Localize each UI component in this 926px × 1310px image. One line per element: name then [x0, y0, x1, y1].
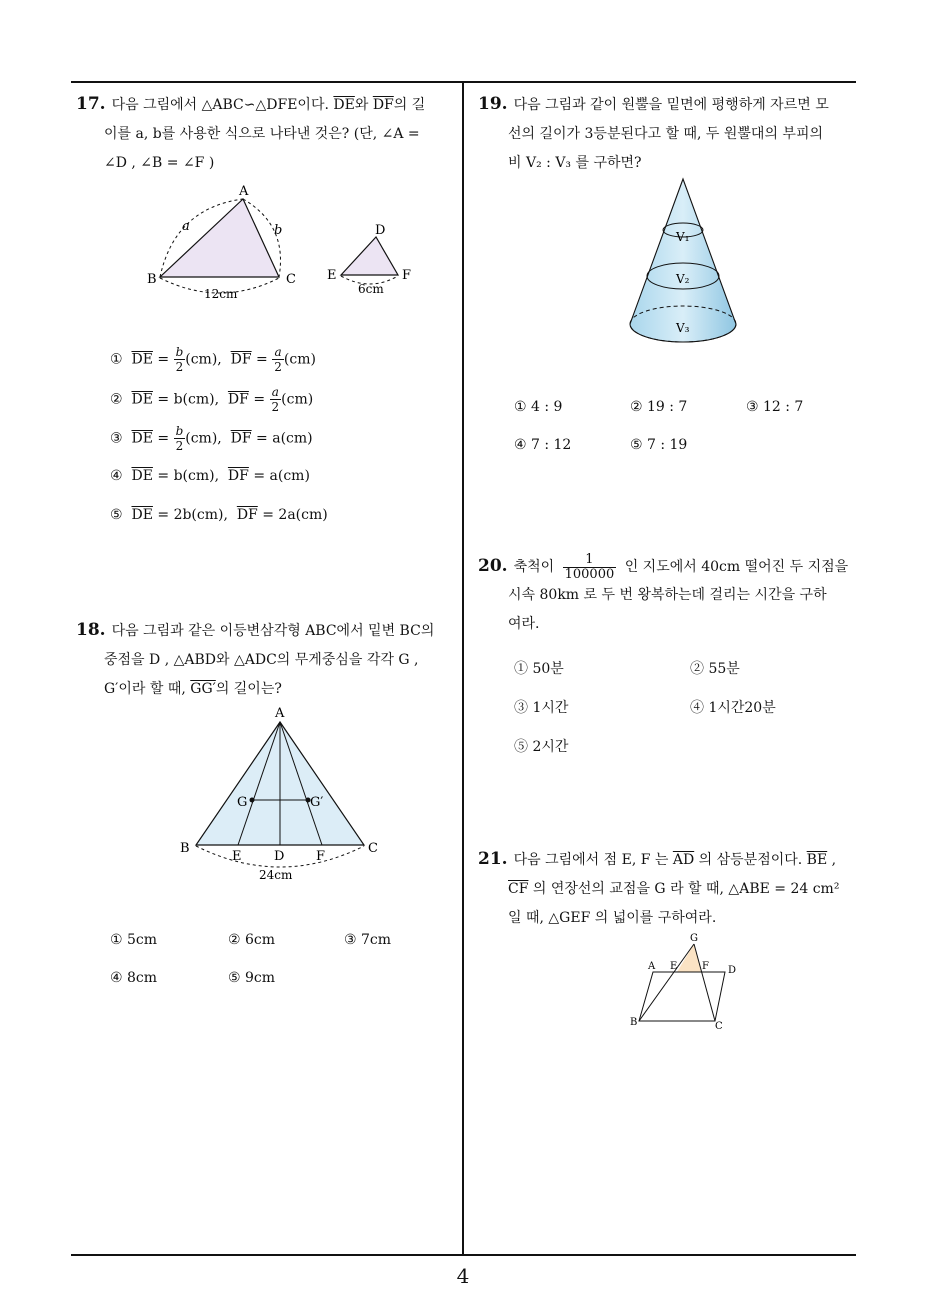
parallelogram-abcd — [639, 972, 725, 1021]
q18-line1: 18. 다음 그림과 같은 이등변삼각형 ABC에서 밑변 BC의 — [76, 620, 435, 640]
q19-line1: 19. 다음 그림과 같이 원뿔을 밑면에 평행하게 자르면 모 — [478, 94, 829, 114]
label-F: F — [316, 849, 326, 864]
label-D: D — [728, 965, 737, 976]
q17-line2: 이를 a, b를 사용한 식으로 나타낸 것은? (단, ∠A = — [104, 126, 420, 142]
label-A: A — [648, 961, 656, 972]
q17-figure — [140, 180, 430, 305]
q17-number: 17. — [76, 94, 106, 114]
q18-option-5[interactable]: ⑤ 9cm — [228, 970, 276, 986]
q17-option-4[interactable]: ④ $\overline{DE} = b(cm)$, $\overline{DF} = a(cm)$ — [110, 468, 310, 484]
page-number: 4 — [456, 1264, 470, 1288]
q17-option-1[interactable]: ① $\overline{DE}$ = $\frac{b}{2}$ (cm), $\overline{DF}$ = $\frac{a}{2}$ (cm) — [110, 345, 316, 374]
q21-line3: 일 때, △GEF 의 넓이를 구하여라. — [508, 910, 717, 926]
label-G: G — [237, 795, 248, 810]
line-be-extended — [639, 944, 694, 1021]
q19-option-1[interactable]: ① 4 : 9 — [514, 399, 563, 415]
label-G: G — [690, 933, 698, 944]
label-F: F — [402, 268, 412, 283]
label-B: B — [630, 1017, 638, 1028]
bottom-rule — [71, 1254, 856, 1256]
question-17 — [76, 90, 456, 178]
q18-option-1[interactable]: ① 5cm — [110, 932, 158, 948]
label-B: B — [180, 841, 190, 856]
label-F: F — [702, 961, 709, 972]
label-6cm: 6cm — [358, 282, 384, 296]
q21-figure — [625, 930, 745, 1035]
triangle-dfe — [341, 237, 398, 275]
label-a: a — [182, 219, 190, 234]
label-A: A — [275, 706, 285, 721]
q18-option-4[interactable]: ④ 8cm — [110, 970, 158, 986]
label-D: D — [375, 223, 386, 238]
q19-number: 19. — [478, 94, 508, 114]
q17-line3: ∠D , ∠B = ∠F ) — [104, 155, 215, 171]
question-21 — [478, 845, 863, 933]
label-v2: V₂ — [676, 272, 690, 286]
label-12cm: 12cm — [204, 287, 238, 301]
line-cf-extended — [694, 944, 715, 1021]
q20-option-4[interactable]: ④ 1시간20분 — [690, 700, 776, 716]
q19-line3: 비 V₂ : V₃ 를 구하면? — [508, 155, 642, 171]
q18-figure — [170, 702, 390, 887]
label-24cm: 24cm — [259, 868, 293, 882]
q19-option-4[interactable]: ④ 7 : 12 — [514, 437, 572, 453]
label-D: D — [274, 849, 285, 864]
scale-fraction: $\frac{1}{100000}$ — [564, 551, 615, 582]
q18-number: 18. — [76, 620, 106, 640]
label-E: E — [327, 268, 337, 283]
label-C: C — [368, 841, 378, 856]
q17-option-5[interactable]: ⑤ $\overline{DE} = 2b(cm)$, $\overline{DF} = 2a(cm)$ — [110, 507, 328, 523]
label-E: E — [232, 849, 242, 864]
label-v3: V₃ — [676, 321, 690, 335]
label-v1: V₁ — [676, 230, 690, 244]
q17-option-2[interactable]: ② $\overline{DE} = b(cm)$, $\overline{DF}$ = $\frac{a}{2}$ (cm) — [110, 385, 314, 414]
label-C: C — [715, 1021, 723, 1032]
point-G — [250, 798, 255, 803]
q20-option-1[interactable]: ① 50분 — [514, 661, 564, 677]
q19-option-3[interactable]: ③ 12 : 7 — [746, 399, 804, 415]
q18-line2: 중점을 D , △ABD와 △ADC의 무게중심을 각각 G , — [104, 652, 419, 668]
label-G-prime: G′ — [310, 795, 324, 810]
q19-cone-figure — [620, 174, 750, 356]
question-19 — [478, 90, 863, 178]
question-18 — [76, 616, 456, 704]
q20-number: 20. — [478, 556, 508, 576]
q21-number: 21. — [478, 849, 508, 869]
q20-line2: 시속 80km 로 두 번 왕복하는데 걸리는 시간을 구하 — [508, 587, 827, 603]
label-E: E — [670, 961, 678, 972]
q20-option-2[interactable]: ② 55분 — [690, 661, 740, 677]
q19-option-2[interactable]: ② 19 : 7 — [630, 399, 688, 415]
question-20 — [478, 552, 863, 639]
q20-option-5[interactable]: ⑤ 2시간 — [514, 739, 569, 755]
label-C: C — [286, 272, 296, 287]
q17-option-3[interactable]: ③ $\overline{DE}$ = $\frac{b}{2}$ (cm), $\overline{DF} = a(cm)$ — [110, 424, 313, 453]
q20-option-3[interactable]: ③ 1시간 — [514, 700, 569, 716]
q18-line3: G′이라 할 때, GG′의 길이는? — [104, 681, 282, 697]
q19-option-5[interactable]: ⑤ 7 : 19 — [630, 437, 688, 453]
cone-body — [630, 179, 736, 342]
q20-line3: 여라. — [508, 616, 540, 632]
q21-line1: 21. 다음 그림에서 점 E, F 는 $\overline{AD}$ 의 삼등분점이다. $\overline{BE}$ , — [478, 849, 837, 869]
label-A: A — [239, 184, 249, 199]
label-b: b — [274, 223, 283, 238]
triangle-abc — [160, 199, 279, 277]
column-divider — [462, 81, 464, 1256]
q19-line2: 선의 길이가 3등분된다고 할 때, 두 원뿔대의 부피의 — [508, 126, 823, 142]
q17-line1: 17. 다음 그림에서 △ABC∽△DFE이다. $\overline{DE}$와 $\overline{DF}$의 길 — [76, 94, 426, 114]
label-B: B — [147, 272, 157, 287]
q21-line2: $\overline{CF}$ 의 연장선의 교점을 G 라 할 때, △ABE = 24 cm² — [508, 881, 840, 897]
q18-option-2[interactable]: ② 6cm — [228, 932, 276, 948]
q18-option-3[interactable]: ③ 7cm — [344, 932, 392, 948]
q20-line1: 20. 축척이 $\frac{1}{100000}$ 인 지도에서 40cm 떨어진 두 지점을 — [478, 551, 849, 582]
